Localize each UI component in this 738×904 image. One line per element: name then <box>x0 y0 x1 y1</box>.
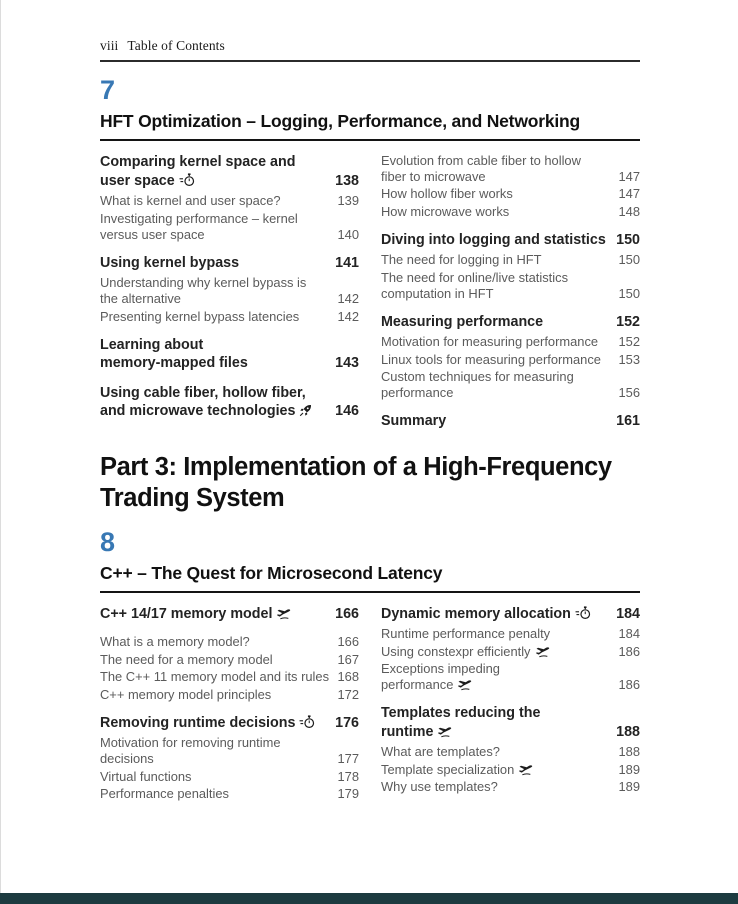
toc-entry-title: Evolution from cable fiber to hollow fiber to microwave <box>381 152 581 184</box>
toc-entry[interactable] <box>381 661 640 693</box>
toc-entry-title: Runtime performance penalty <box>381 626 551 642</box>
toc-entry-title: What is a memory model? <box>100 634 250 650</box>
toc-entry-page: 176 <box>335 714 359 731</box>
toc-entry[interactable] <box>381 412 640 431</box>
toc-entry-page: 156 <box>618 385 640 400</box>
toc-entry[interactable] <box>381 704 640 741</box>
toc-entry[interactable] <box>100 193 359 209</box>
toc-entry-page: 178 <box>337 768 359 784</box>
toc-entry-title: Comparing kernel space and user space <box>100 154 296 189</box>
toc-entry[interactable] <box>100 336 359 373</box>
toc-entry[interactable] <box>100 669 359 685</box>
toc-entry-title: Motivation for measuring performance <box>381 334 599 349</box>
toc-entry[interactable] <box>100 634 359 650</box>
toc-entry-title: Using kernel bypass <box>100 254 240 271</box>
toc-entry-title: The need for online/live statistics computation in HFT <box>381 269 569 301</box>
toc-entry-page: 188 <box>616 723 640 740</box>
chapter-title: C++ – The Quest for Microsecond Latency <box>100 563 640 593</box>
toc-entry-title: Exceptions impeding performance <box>381 661 500 693</box>
toc-entry-page: 186 <box>618 677 640 693</box>
toc-entry-title: Template specialization <box>381 762 533 778</box>
toc-entry[interactable] <box>381 186 640 202</box>
toc-entry-title: Templates reducing the runtime <box>381 705 541 740</box>
toc-entry-page: 166 <box>337 634 359 650</box>
toc-entry-page: 140 <box>337 226 359 242</box>
toc-entry-page: 148 <box>618 203 640 219</box>
stopwatch-icon <box>575 605 591 624</box>
jet-icon <box>518 762 533 778</box>
toc-entry-page: 142 <box>337 308 359 324</box>
toc-entry-page: 152 <box>618 334 640 349</box>
stopwatch-icon <box>299 714 315 733</box>
chapter-number: 8 <box>100 526 116 557</box>
toc-entry[interactable] <box>381 605 640 624</box>
toc-entry-title: Learning about memory-mapped files <box>100 336 248 371</box>
toc-column <box>100 151 359 434</box>
toc-entry-page: 186 <box>618 643 640 659</box>
toc-entry-page: 189 <box>618 779 640 795</box>
jet-icon <box>535 644 550 660</box>
toc-entry-title: Linux tools for measuring performance <box>381 351 601 367</box>
chapter-columns <box>100 151 640 434</box>
toc-column <box>381 151 640 434</box>
toc-entry-page: 167 <box>337 651 359 667</box>
toc-entry[interactable] <box>100 254 359 273</box>
toc-entry-page: 161 <box>616 413 640 429</box>
toc-entry-page: 150 <box>618 285 640 301</box>
toc-entry-title: Using cable fiber, hollow fiber, and microwave technologies <box>100 384 312 421</box>
chapter-title: HFT Optimization – Logging, Performance, and Networking <box>100 111 640 141</box>
rocket-icon <box>299 402 312 421</box>
toc-entry-title: C++ memory model principles <box>100 686 272 702</box>
chapter-columns <box>100 603 640 804</box>
toc-entry-title: Investigating performance – kernel versus user space <box>100 210 298 242</box>
toc-entry[interactable] <box>100 735 359 767</box>
stopwatch-icon <box>179 172 195 191</box>
toc-entry[interactable] <box>100 769 359 785</box>
toc-entry-page: 152 <box>616 313 640 330</box>
toc-entry-title: What is kernel and user space? <box>100 193 281 208</box>
toc-column <box>381 603 640 804</box>
toc-entry[interactable] <box>381 313 640 332</box>
toc-entry-page: 139 <box>337 193 359 208</box>
toc-entry[interactable] <box>381 352 640 368</box>
toc-entry-title: Understanding why kernel bypass is the alternative <box>100 275 307 306</box>
toc-entry-page: 147 <box>618 168 640 184</box>
toc-entry-title: Using constexpr efficiently <box>381 644 550 660</box>
toc-entry[interactable] <box>381 369 640 401</box>
toc-entry-title: Virtual functions <box>100 768 192 784</box>
toc-entry-page: 142 <box>337 291 359 306</box>
toc-entry[interactable] <box>381 204 640 220</box>
toc-entry[interactable] <box>381 334 640 350</box>
toc-entry[interactable] <box>381 252 640 268</box>
toc-entry-title: Dynamic memory allocation <box>381 605 591 624</box>
toc-column <box>100 603 359 804</box>
running-title: Table of Contents <box>127 38 225 53</box>
toc-entry-page: 143 <box>335 355 359 371</box>
viewer-bottom-bar <box>0 893 738 904</box>
toc-entry[interactable] <box>100 786 359 802</box>
jet-icon <box>437 723 452 742</box>
header-rule <box>100 60 640 62</box>
toc-entry-title: The need for a memory model <box>100 651 273 667</box>
running-header <box>100 38 640 54</box>
toc-entry-title: Measuring performance <box>381 313 544 330</box>
toc-entry-title: The need for logging in HFT <box>381 252 542 267</box>
toc-entry-page: 147 <box>618 186 640 201</box>
toc-entry-title: How hollow fiber works <box>381 186 513 201</box>
toc-entry[interactable] <box>100 384 359 421</box>
toc-entry-title: How microwave works <box>381 203 510 219</box>
toc-entry-title: C++ 14/17 memory model <box>100 605 291 624</box>
toc-entry-page: 189 <box>618 761 640 777</box>
toc-entry-title: Diving into logging and statistics <box>381 231 606 248</box>
toc-entry[interactable] <box>381 762 640 778</box>
toc-entry[interactable] <box>100 211 359 243</box>
toc-entry-title: Why use templates? <box>381 779 498 795</box>
toc-content <box>100 77 640 804</box>
part-heading: Part 3: Implementation of a High-Frequency Trading System <box>100 452 612 512</box>
page-left-edge <box>0 0 1 904</box>
toc-entry[interactable] <box>381 270 640 302</box>
toc-entry[interactable] <box>381 231 640 250</box>
toc-entry-title: Motivation for removing runtime decisions <box>100 735 281 767</box>
toc-entry[interactable] <box>381 644 640 660</box>
toc-entry-page: 166 <box>335 605 359 622</box>
toc-entry[interactable] <box>100 714 359 733</box>
toc-entry-title: Presenting kernel bypass latencies <box>100 308 300 324</box>
toc-entry-title: Removing runtime decisions <box>100 714 315 733</box>
toc-entry-page: 177 <box>337 751 359 767</box>
toc-entry[interactable] <box>100 153 359 190</box>
toc-entry-page: 146 <box>335 403 359 419</box>
toc-entry[interactable] <box>381 779 640 795</box>
toc-entry-page: 184 <box>616 605 640 622</box>
toc-entry[interactable] <box>100 309 359 325</box>
toc-entry-page: 150 <box>616 231 640 248</box>
toc-entry-page: 184 <box>618 626 640 642</box>
jet-icon <box>457 677 472 693</box>
toc-entry-title: Performance penalties <box>100 786 229 802</box>
toc-entry-page: 138 <box>335 172 359 189</box>
toc-entry[interactable] <box>381 626 640 642</box>
toc-entry-title: What are templates? <box>381 744 500 760</box>
toc-entry-page: 153 <box>618 351 640 367</box>
jet-icon <box>276 605 291 624</box>
toc-entry-page: 188 <box>618 744 640 760</box>
toc-entry-title: The C++ 11 memory model and its rules <box>100 669 330 685</box>
chapter-number: 7 <box>100 75 116 105</box>
toc-entry-title: Summary <box>381 413 447 429</box>
toc-entry[interactable] <box>100 605 359 624</box>
toc-entry-page: 179 <box>337 786 359 802</box>
toc-entry[interactable] <box>100 652 359 668</box>
toc-entry[interactable] <box>381 153 640 185</box>
toc-entry-page: 141 <box>335 254 359 271</box>
toc-entry[interactable] <box>100 687 359 703</box>
folio-page-number: viii <box>100 38 119 53</box>
toc-entry-page: 150 <box>618 252 640 267</box>
toc-entry-title: Custom techniques for measuring performance <box>381 369 574 400</box>
toc-entry-page: 172 <box>337 686 359 702</box>
toc-entry-page: 168 <box>337 669 359 685</box>
toc-entry[interactable] <box>381 744 640 760</box>
toc-entry[interactable] <box>100 275 359 307</box>
